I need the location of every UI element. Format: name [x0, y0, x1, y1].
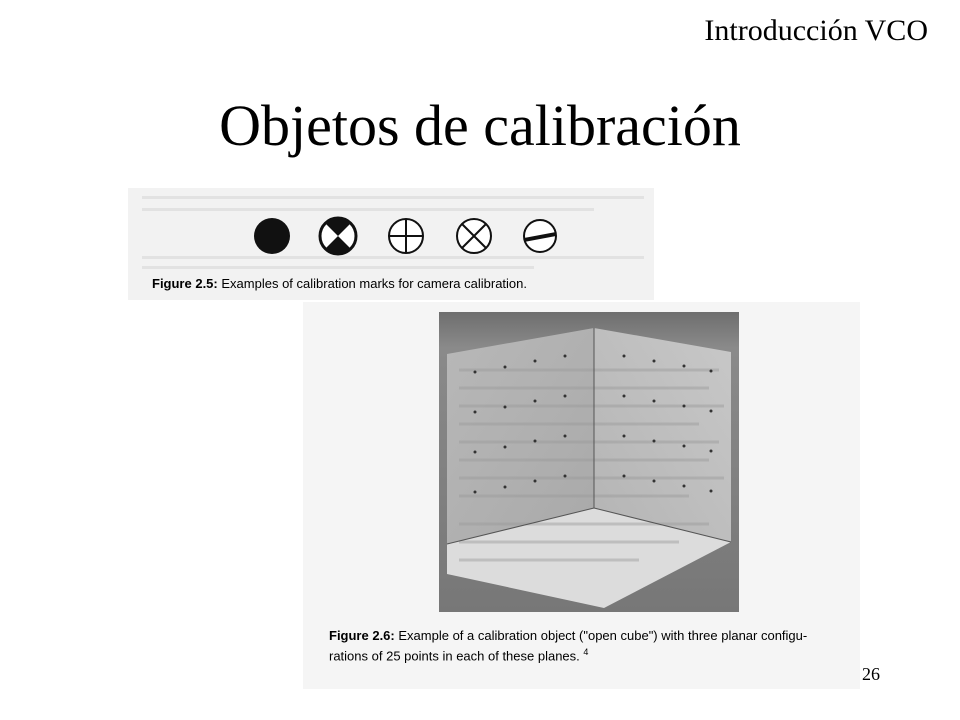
- filled-circle-mark-icon: [254, 218, 290, 254]
- quadrant-checker-mark-icon: [320, 217, 356, 254]
- bleed-through-text: [142, 208, 594, 211]
- bleed-through-text: [142, 256, 644, 259]
- figure-2-5-label: Figure 2.5:: [152, 276, 218, 291]
- figure-2-6-caption-line-1: [329, 628, 849, 644]
- figure-2-6-caption-line-2: [329, 644, 849, 664]
- figure-2-5: [128, 188, 654, 300]
- slide-title: Objetos de calibración: [219, 93, 741, 158]
- figure-2-6-caption-text-1: Example of a calibration object ("open cube") with three planar configu-: [398, 628, 808, 643]
- open-cube-photo: [439, 312, 739, 612]
- figure-2-6-caption: [329, 628, 849, 664]
- figure-2-6-caption-text-2: rations of 25 points in each of these planes.: [329, 648, 580, 664]
- x-circle-mark-icon: [457, 219, 491, 253]
- bleed-through-text: [142, 266, 534, 269]
- figure-2-6-label: Figure 2.6:: [329, 628, 395, 643]
- slide-header: Introducción VCO: [704, 14, 928, 47]
- figure-2-6: [303, 302, 860, 689]
- split-circle-mark-icon: [524, 220, 556, 252]
- bleed-through-text: [142, 196, 644, 199]
- figure-2-5-caption: [152, 276, 527, 291]
- figure-2-5-caption-text: Examples of calibration marks for camera calibration.: [221, 276, 527, 291]
- footnote-reference: 4: [583, 647, 589, 657]
- page-number: 26: [862, 664, 880, 684]
- crosshair-circle-mark-icon: [389, 219, 423, 253]
- calibration-marks: [250, 216, 570, 256]
